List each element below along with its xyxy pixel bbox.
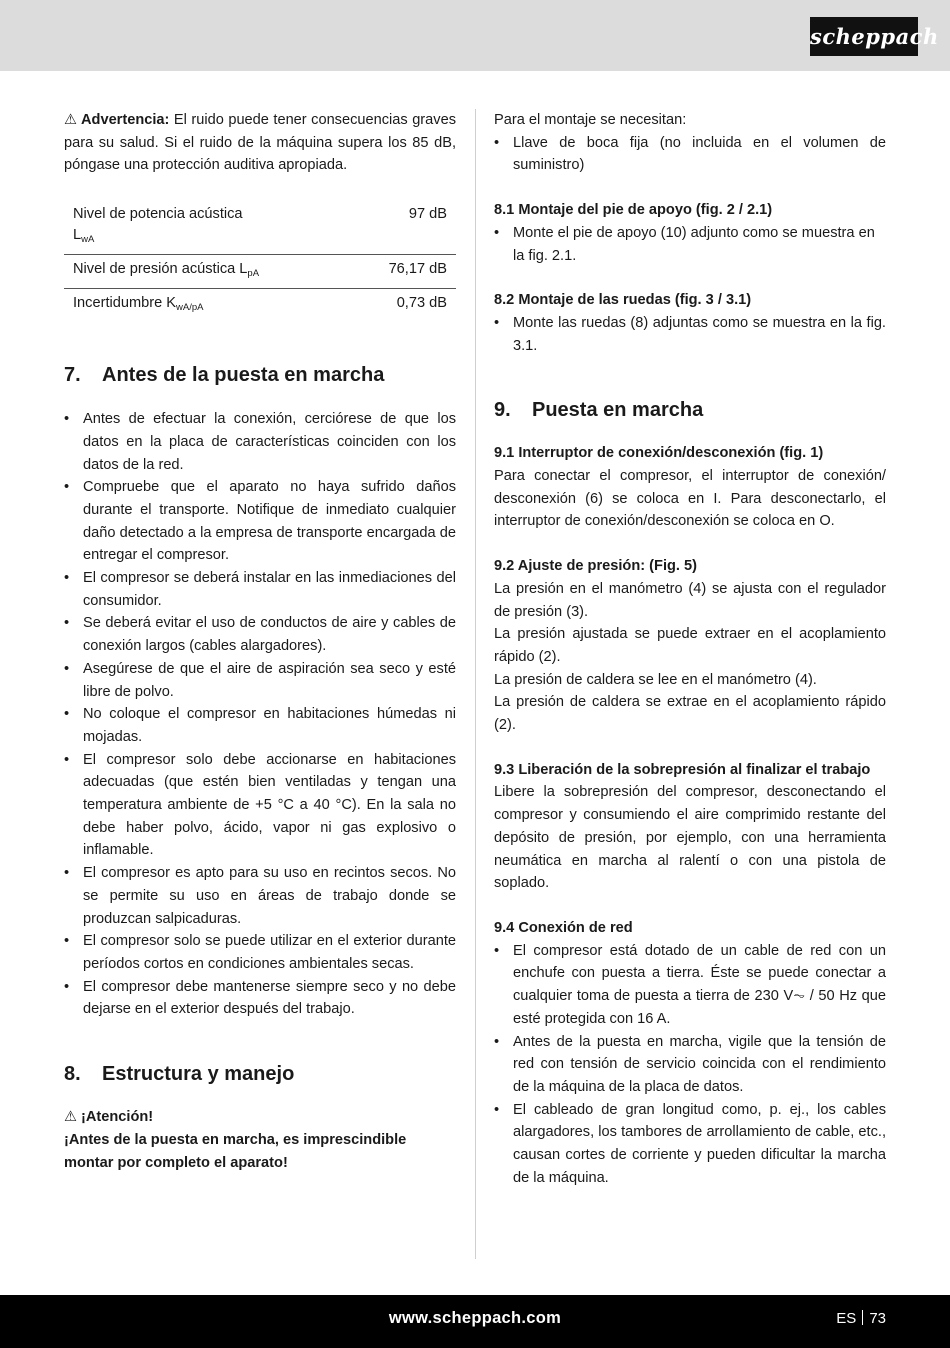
list-item: • Monte las ruedas (8) adjuntas como se muestra en la fig. 3.1.	[494, 312, 886, 357]
section-9-2-para: La presión de caldera se lee en el manómetro (4).	[494, 671, 817, 688]
list-item: • El compresor solo debe accionarse en habitaciones adecuadas (que estén bien ventiladas y tengan una temperatura ambiente de +5 °C a 40 °C). En la sala no debe haber polvo, ácido, vapor ni gas explosivo o inflamable.	[64, 749, 456, 863]
page-number: 73	[869, 1310, 886, 1327]
section-9-4-heading: 9.4 Conexión de red	[494, 919, 633, 936]
spec-row-uncertainty	[64, 289, 456, 323]
spec-label: Nivel de presión acústica $L_{pA}$	[64, 255, 349, 289]
left-column	[64, 109, 456, 1174]
section-9-2-heading: 9.2 Ajuste de presión: (Fig. 5)	[494, 558, 697, 575]
section-8-1-heading: 8.1 Montaje del pie de apoyo (fig. 2 / 2.1)	[494, 202, 773, 219]
section-7-heading: 7. Antes de la puesta en marcha	[64, 364, 385, 387]
warning-icon: ⚠	[64, 112, 78, 128]
warning-text: El ruido puede tener consecuencias graves para su salud. Si el ruido de la máquina supera los 85 dB, póngase una protección auditiva apropiada.	[64, 112, 456, 174]
list-item: • Compruebe que el aparato no haya sufrido daños durante el transporte. Notifique de inmediato cualquier daño detectado a la empresa de transporte encargada de entregar el compresor.	[64, 476, 456, 567]
warning-label: Advertencia:	[81, 112, 170, 128]
page-footer	[0, 1295, 950, 1348]
page-indicator	[836, 1310, 886, 1327]
spec-value: 0,73 dB	[396, 295, 447, 312]
section-7-list	[64, 408, 456, 1021]
spec-label: Incertidumbre $K_{wA/pA}$	[73, 295, 204, 314]
language-code: ES	[836, 1310, 857, 1327]
spec-value: 97 dB	[349, 200, 456, 255]
assembly-intro: Para el montaje se necesitan:	[494, 112, 687, 128]
list-item: • Monte el pie de apoyo (10) adjunto como se muestra en la fig. 2.1.	[494, 222, 886, 267]
spec-row-pressure	[64, 255, 456, 289]
section-9-3-text: Libere la sobrepresión del compresor, desconectando el compresor y consumiendo el aire comprimido restante del depósito de presión, por ejemplo, con una herramienta neumática en marcha al ralentí o con una pistola de soplado.	[494, 784, 886, 892]
scheppach-logo: scheppach	[810, 17, 918, 56]
list-item: • El compresor debe mantenerse siempre seco y no debe dejarse en el exterior después del trabajo.	[64, 976, 456, 1021]
list-item: • El compresor se deberá instalar en las inmediaciones del consumidor.	[64, 567, 456, 612]
list-item: • El compresor es apto para su uso en recintos secos. No se permite su uso en áreas de trabajo donde se produzcan salpicaduras.	[64, 862, 456, 930]
spec-label: Nivel de potencia acústica $L_{wA}$	[64, 200, 349, 255]
section-8-1-list	[494, 222, 886, 267]
warning-icon: ⚠	[64, 1109, 78, 1126]
list-item: • Se deberá evitar el uso de conductos de aire y cables de conexión largos (cables alargadores).	[64, 612, 456, 657]
list-item: • Antes de efectuar la conexión, cerciórese de que los datos en la placa de características coinciden con los datos de la red.	[64, 408, 456, 476]
list-item: • Antes de la puesta en marcha, vigile que la tensión de red con tensión de servicio coincida con el rendimiento de la máquina de la placa de datos.	[494, 1031, 886, 1099]
spec-row-power	[64, 200, 456, 255]
section-9-2-para: La presión ajustada se puede extraer en el acoplamiento rápido (2).	[494, 626, 886, 665]
right-column	[494, 109, 886, 1189]
section-9-4-list	[494, 940, 886, 1190]
spec-value: 76,17 dB	[349, 255, 456, 289]
section-9-3-heading: 9.3 Liberación de la sobrepresión al finalizar el trabajo	[494, 761, 871, 778]
noise-spec-table	[64, 200, 456, 322]
section-8-2-list	[494, 312, 886, 357]
section-9-2-para: La presión en el manómetro (4) se ajusta con el regulador de presión (3).	[494, 580, 886, 620]
attention-text: ¡Antes de la puesta en marcha, es imprescindible montar por completo el aparato!	[64, 1131, 407, 1171]
page-header	[0, 0, 950, 71]
assembly-list	[494, 132, 886, 177]
list-item: • El compresor solo se puede utilizar en el exterior durante períodos cortos en condiciones ambientales secas.	[64, 930, 456, 975]
column-divider	[475, 109, 476, 1259]
list-item: • El cableado de gran longitud como, p. ej., los cables alargadores, los tambores de arrollamiento de cable, etc., causan cortes de corriente y pueden dificultar la marcha de la máquina.	[494, 1099, 886, 1190]
section-9-1-text: Para conectar el compresor, el interruptor de conexión/ desconexión (6) se coloca en I. Para desconectarlo, el interruptor de conexión/desconexión se coloca en O.	[494, 468, 886, 530]
website-link[interactable]: www.scheppach.com	[388, 1309, 562, 1327]
attention-label: ⚠ ¡Atención!	[64, 1106, 456, 1129]
section-9-2-para: La presión de caldera se extrae en el acoplamiento rápido (2).	[494, 694, 886, 734]
section-9-heading: 9. Puesta en marcha	[494, 399, 704, 422]
list-item: • Llave de boca fija (no incluida en el volumen de suministro)	[494, 132, 886, 177]
list-item: • El compresor está dotado de un cable de red con un enchufe con puesta a tierra. Éste se puede conectar a cualquier toma de puesta a tierra de 230 V⏦ / 50 Hz que esté protegida con 16 A.	[494, 940, 886, 1031]
separator	[862, 1310, 863, 1325]
section-9-1-heading: 9.1 Interruptor de conexión/desconexión (fig. 1)	[494, 445, 824, 462]
section-8-heading: 8. Estructura y manejo	[64, 1063, 295, 1086]
list-item: • No coloque el compresor en habitaciones húmedas ni mojadas.	[64, 703, 456, 748]
section-8-2-heading: 8.2 Montaje de las ruedas (fig. 3 / 3.1)	[494, 292, 752, 309]
noise-warning	[64, 109, 456, 177]
list-item: • Asegúrese de que el aire de aspiración sea seco y esté libre de polvo.	[64, 658, 456, 703]
